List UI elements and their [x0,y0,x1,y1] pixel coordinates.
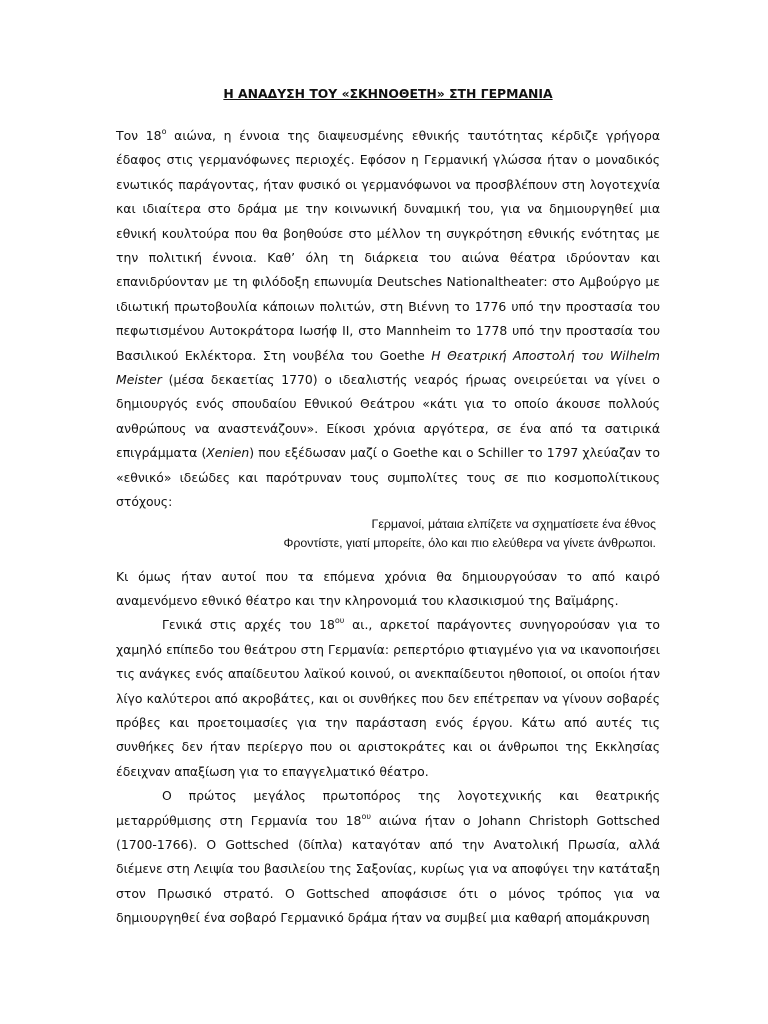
p1-text-b: αιώνα, η έννοια της διαψευσμένης εθνικής ταυτότητας κέρδιζε γρήγορα έδαφος στις γερμανόφωνες περιοχές. Εφόσον η Γερμανική γλώσσα ήταν ο μοναδικός ενωτικός παράγοντας, ήταν φυσικό οι γερμανόφωνοι να προσβλέπουν στη λογοτεχνία και ιδιαίτερα στο δράμα με την κοινωνική δυναμική του, για να δημιουργηθεί μια εθνική κουλτούρα που θα βοηθούσε στο μέλλον τη συγκρότηση εθνικής ενότητας με την πολιτική έννοια. Καθ’ όλη τη διάρκεια του αιώνα θέατρα ιδρύονταν και επανιδρύονταν με τη φιλόδοξη επωνυμία Deutsches Nationaltheater: στο Αμβούργο με ιδιωτική πρωτοβουλία κάποιων πολιτών, στη Βιέννη το 1776 υπό την προστασία του πεφωτισμένου Αυτοκράτορα Ιωσήφ ΙΙ, στο Mannheim το 1778 υπό την προστασία του Βασιλικού Εκλέκτορα. Στη νουβέλα του Goethe [116,128,660,363]
verse-line-1: Γερμανοί, μάταια ελπίζετε να σχηματίσετε ένα έθνος [371,516,656,531]
paragraph-4 [116,784,660,930]
p3-text-b: αι., αρκετοί παράγοντες συνηγορούσαν για το χαμηλό επίπεδο του θεάτρου στη Γερμανία: ρεπερτόριο φτιαγμένο για να ικανοποιήσει τις ανάγκες ενός απαίδευτου λαϊκού κοινού, οι ανεκπαίδευτοι ηθοποιοί, οι οποίοι ήταν λίγο καλύτεροι από ακροβάτες, και οι συνθήκες που δεν επέτρεπαν να γίνουν σοβαρές πρόβες και προετοιμασίες για την παράσταση ενός έργου. Κάτω από αυτές τις συνθήκες δεν ήταν περίεργο που οι αριστοκράτες και οι άνθρωποι της Εκκλησίας έδειχναν απαξίωση για το επαγγελματικό θέατρο. [116,617,660,779]
p4-text-b: αιώνα ήταν ο Johann Christoph Gottsched (1700-1766). Ο Gottsched (δίπλα) καταγόταν από την Ανατολική Πρωσία, αλλά διέμενε στη Λειψία του βασιλείου της Σαξονίας, κυρίως για να αποφύγει την κατάταξη στον Πρωσικό στρατό. Ο Gottsched αποφάσισε ότι ο μόνος τρόπος για να δημιουργηθεί ένα σοβαρό Γερμανικό δράμα ήταν να συμβεί μια καθαρή απομάκρυνση [116,812,660,926]
p1-xenien: Xenien [206,445,250,461]
p4-superscript: ου [361,811,371,821]
p4-text-a: Ο πρώτος μεγάλος πρωτοπόρος της λογοτεχνικής και θεατρικής μεταρρύθμισης στη Γερμανία του 18 [116,788,660,828]
p1-superscript: ο [161,127,167,136]
p1-novel-title: Η Θεατρική Αποστολή του Wilhelm Meister [116,347,661,388]
paragraph-3 [116,613,660,784]
paragraph-2: Κι όμως ήταν αυτοί που τα επόμενα χρόνια θα δημιουργούσαν το από καιρό αναμενόμενο εθνικό θέατρο και την κληρονομιά του κλασικισμού της Βαϊμάρης. [116,568,660,608]
document-title: Η ΑΝΑΔΥΣΗ ΤΟΥ «ΣΚΗΝΟΘΕΤΗ» ΣΤΗ ΓΕΡΜΑΝΙΑ [223,86,553,101]
paragraph-1 [116,124,660,515]
verse-line-2: Φροντίστε, γιατί μπορείτε, όλο και πιο ελεύθερα να γίνετε άνθρωποι. [283,535,656,550]
verse-quote [116,515,656,553]
p1-text-d: (μέσα δεκαετίας 1770) ο ιδεαλιστής νεαρός ήρωας ονειρεύεται να γίνει ο δημιουργός ενός σπουδαίου Εθνικού Θεάτρου «κάτι για το οποίο άκουσε πολλούς ανθρώπους να αναστενάζουν». Είκοσι χρόνια αργότερα, σε ένα από τα σατιρικά επιγράμματα ( [116,372,660,461]
p1-text-a: Τον 18 [116,128,162,143]
p1-text-f: ) που εξέδωσαν μαζί ο Goethe και ο Schiller το 1797 χλεύαζαν το «εθνικό» ιδεώδες και παρότρυναν τους συμπολίτες τους σε πιο κοσμοπολίτικους στόχους: [116,445,660,510]
p3-text-a: Γενικά στις αρχές του 18 [162,617,335,633]
p3-superscript: ου [334,616,345,626]
